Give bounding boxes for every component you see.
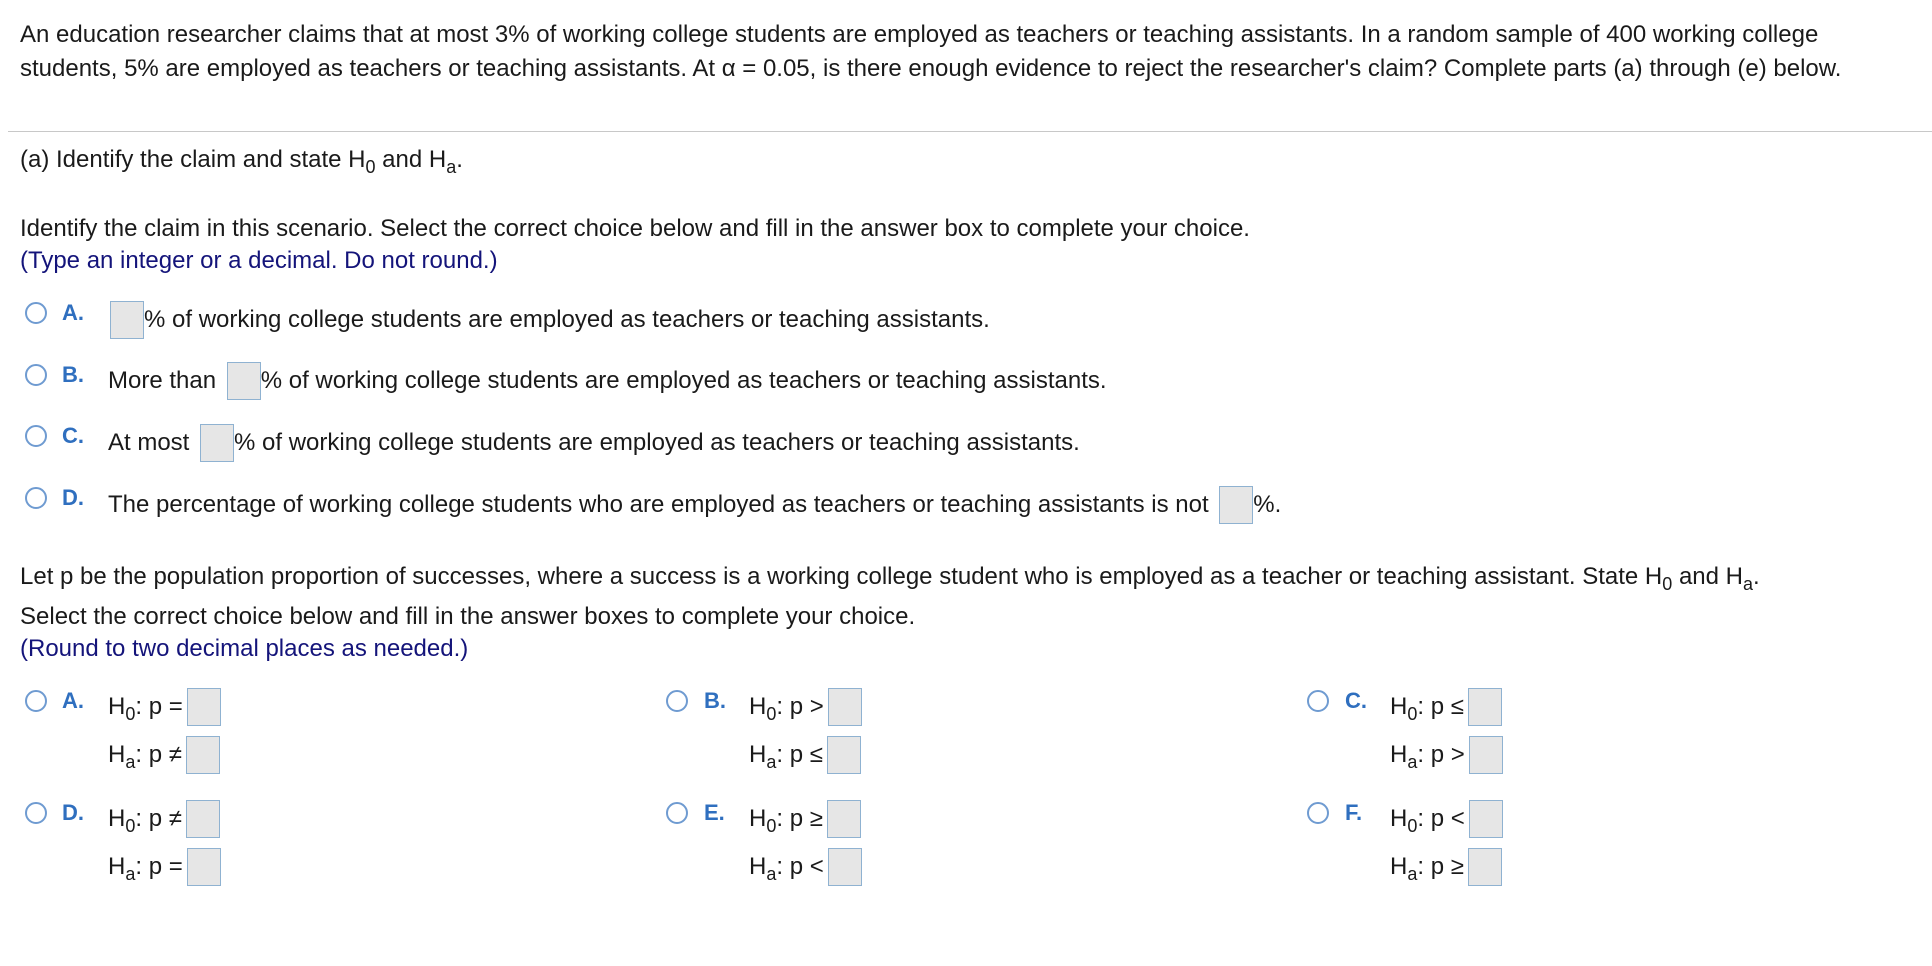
hyp-option-c-radio[interactable]: [1307, 690, 1329, 712]
claim-option-d-input[interactable]: [1219, 486, 1253, 524]
hyp-option-b-letter: B.: [704, 688, 726, 713]
claim-option-a-radio[interactable]: [25, 302, 47, 324]
hyp-option-a-letter: A.: [62, 688, 84, 713]
hyp-option-f-ha: $H_a$: p ≥: [1390, 846, 1502, 888]
hyp-option-d-ha: $H_a$: p =: [108, 846, 221, 888]
hypotheses-hint: (Round to two decimal places as needed.): [20, 635, 469, 662]
hyp-option-d-h0: $H_0$: p ≠: [108, 798, 220, 840]
hyp-option-f-h0-input[interactable]: [1469, 800, 1503, 838]
claim-option-a-input[interactable]: [110, 301, 144, 339]
claim-option-a-text: % of working college students are employed as teachers or teaching assistants.: [110, 300, 990, 340]
hyp-option-a-ha: $H_a$: p ≠: [108, 734, 220, 776]
claim-instruction: Identify the claim in this scenario. Select the correct choice below and fill in the answer box to complete your choice.: [20, 215, 1250, 242]
divider: [8, 131, 1932, 132]
hyp-option-b-h0: $H_0$: p >: [749, 686, 862, 728]
hyp-option-c-letter: C.: [1345, 688, 1367, 713]
claim-option-d-letter: D.: [62, 485, 84, 510]
claim-hint: (Type an integer or a decimal. Do not round.): [20, 247, 498, 274]
hyp-option-c-ha-input[interactable]: [1469, 736, 1503, 774]
hyp-option-b-ha: $H_a$: p ≤: [749, 734, 861, 776]
hyp-option-b-radio[interactable]: [666, 690, 688, 712]
part-a-heading: (a) Identify the claim and state $H_0$ and $H_a$.: [20, 146, 463, 177]
hyp-option-e-letter: E.: [704, 800, 725, 825]
claim-option-d-text: The percentage of working college students who are employed as teachers or teaching assistants is not %.: [108, 485, 1281, 525]
hyp-option-a-radio[interactable]: [25, 690, 47, 712]
hypotheses-instruction-line1: Let p be the population proportion of successes, where a success is a working college student who is employed as a teacher or teaching assistant. State $H_0$ and $H_a$.: [20, 563, 1760, 594]
hyp-option-e-radio[interactable]: [666, 802, 688, 824]
hyp-option-d-h0-input[interactable]: [186, 800, 220, 838]
hyp-option-e-ha-input[interactable]: [828, 848, 862, 886]
hyp-option-e-ha: $H_a$: p <: [749, 846, 862, 888]
claim-option-d-radio[interactable]: [25, 487, 47, 509]
claim-option-c-text: At most % of working college students are employed as teachers or teaching assistants.: [108, 423, 1080, 463]
question-text: An education researcher claims that at most 3% of working college students are employed as teachers or teaching assistants. In a random sample of 400 working college students, 5% are employed as teachers or teaching assistants. At α = 0.05, is there enough evidence to reject the researcher's claim? Complete parts (a) through (e) below.: [20, 21, 1842, 82]
hyp-option-f-h0: $H_0$: p <: [1390, 798, 1503, 840]
hyp-option-c-h0-input[interactable]: [1468, 688, 1502, 726]
hypotheses-instruction-line2: Select the correct choice below and fill in the answer boxes to complete your choice.: [20, 603, 916, 630]
hyp-option-b-h0-input[interactable]: [828, 688, 862, 726]
claim-option-b-letter: B.: [62, 362, 84, 387]
hyp-option-c-ha: $H_a$: p >: [1390, 734, 1503, 776]
hyp-option-f-letter: F.: [1345, 800, 1363, 825]
hyp-option-f-ha-input[interactable]: [1468, 848, 1502, 886]
hyp-option-a-h0: $H_0$: p =: [108, 686, 221, 728]
hyp-option-b-ha-input[interactable]: [827, 736, 861, 774]
claim-option-b-text: More than % of working college students are employed as teachers or teaching assistants.: [108, 361, 1107, 401]
claim-option-b-input[interactable]: [227, 362, 261, 400]
claim-option-c-radio[interactable]: [25, 425, 47, 447]
claim-option-a-letter: A.: [62, 300, 84, 325]
claim-option-b-radio[interactable]: [25, 364, 47, 386]
hyp-option-d-ha-input[interactable]: [187, 848, 221, 886]
hyp-option-f-radio[interactable]: [1307, 802, 1329, 824]
hyp-option-e-h0-input[interactable]: [827, 800, 861, 838]
hyp-option-c-h0: $H_0$: p ≤: [1390, 686, 1502, 728]
hyp-option-e-h0: $H_0$: p ≥: [749, 798, 861, 840]
hyp-option-a-h0-input[interactable]: [187, 688, 221, 726]
hyp-option-a-ha-input[interactable]: [186, 736, 220, 774]
claim-option-c-input[interactable]: [200, 424, 234, 462]
hyp-option-d-radio[interactable]: [25, 802, 47, 824]
claim-option-c-letter: C.: [62, 423, 84, 448]
hyp-option-d-letter: D.: [62, 800, 84, 825]
